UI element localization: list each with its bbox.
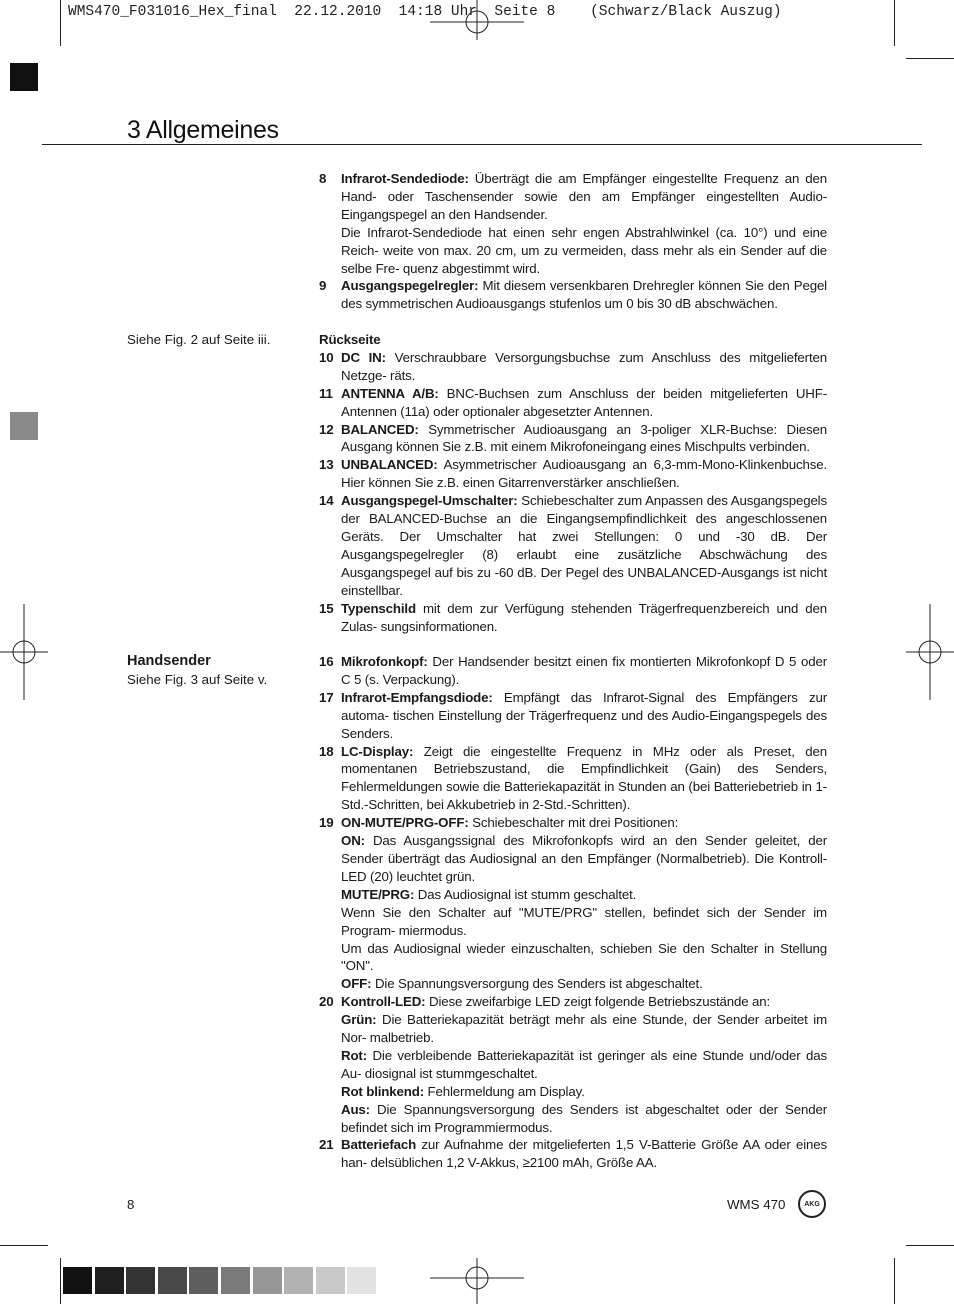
side-heading-handsender: Handsender [127, 653, 211, 669]
sub-text-gruen: Die Batteriekapazität beträgt mehr als eine Stunde, der Sender arbeitet im Nor- malbetrieb. [341, 1012, 827, 1046]
registration-mark-top [430, 0, 526, 40]
registration-mark-left [0, 604, 48, 700]
sub-text-aus: Die Spannungsversorgung des Senders ist abgeschaltet oder der Sender befindet sich im Programmiermodus. [341, 1101, 827, 1135]
list-item [319, 456, 827, 492]
item-text: Schiebeschalter zum Anpassen des Ausgangspegels der BALANCED-Buchse an die Eingangsempfindlichkeit des angeschlossenen Geräts. Der Umschalter hat zwei Stellungen: 0 und -30 dB. Der Ausgangspegelregler (8) erlaubt eine zusätzliche Abschwächung des Ausgangspegel auf bis zu -60 dB. Der Pegel des UNBALANCED-Ausgangs ist nicht einstellbar. [341, 493, 827, 598]
item-number: 20 [319, 994, 334, 1010]
color-swatch [95, 1267, 124, 1294]
item-label: Ausgangspegel-Umschalter: [341, 493, 518, 509]
item-text: Symmetrischer Audioausgang an 3-poliger XLR-Buchse: Diesen Ausgang können Sie z.B. mit einem Mikrofoneingang eines Mischpults verbinden. [341, 421, 827, 455]
color-swatch [189, 1267, 218, 1294]
sub-text-on: Das Ausgangssignal des Mikrofonkopfs wird an den Sender geleitet, der Sender überträgt das Audiosignal an den Empfänger (Normalbetrieb). Die Kontroll-LED (20) leuchtet grün. [341, 833, 827, 884]
sub-label-gruen: Grün: [341, 1012, 377, 1028]
item-text: Empfängt das Infrarot-Signal des Empfängers zur automa- tischen Einstellung der Trägerfrequenz und des Audio-Eingangspegels des Senders. [341, 689, 827, 741]
list-item [319, 814, 827, 993]
sub-text-rot-blinkend: Fehlermeldung am Display. [424, 1083, 585, 1099]
item-label: BALANCED: [341, 421, 419, 437]
color-swatch [126, 1267, 155, 1294]
item-number: 15 [319, 600, 334, 616]
item-text: Schiebeschalter mit drei Positionen: [468, 815, 679, 831]
item-number: 10 [319, 349, 334, 365]
item-text: zur Aufnahme der mitgelieferten 1,5 V-Batterie Größe AA oder eines han- delsüblichen 1,2 V-Akkus, ≥2100 mAh, Größe AA. [341, 1137, 827, 1171]
item-number: 12 [319, 421, 334, 437]
item-label: ANTENNA A/B: [341, 385, 439, 401]
sub-label-rot-blinkend: Rot blinkend: [341, 1083, 424, 1099]
sub-text-mute: Das Audiosignal ist stumm geschaltet. [414, 886, 637, 902]
list-item [319, 743, 827, 815]
item-number: 16 [319, 654, 334, 669]
item-number: 13 [319, 457, 334, 473]
handsender-section [319, 653, 827, 1172]
item-label: Infrarot-Sendediode: [341, 171, 469, 186]
sub-label-rot: Rot: [341, 1047, 367, 1063]
list-item [319, 653, 827, 689]
print-header: WMS470_F031016_Hex_final 22.12.2010 14:18 Uhr Seite 8 (Schwarz/Black Auszug) [68, 4, 782, 20]
item-number: 19 [319, 815, 334, 831]
list-item [319, 492, 827, 599]
list-item [319, 600, 827, 636]
item-label: UNBALANCED: [341, 457, 438, 473]
sub-text-mute-extra1: Wenn Sie den Schalter auf "MUTE/PRG" stellen, befindet sich der Sender im Program- miermodus. [341, 904, 827, 938]
color-swatch [316, 1267, 345, 1294]
color-control-strip [63, 1267, 379, 1294]
sub-label-off: OFF: [341, 976, 372, 992]
sub-text-rot: Die verbleibende Batteriekapazität ist geringer als eine Stunde und/oder das Au- diosignal ist stummgeschaltet. [341, 1047, 827, 1081]
item-label: Ausgangspegelregler: [341, 278, 479, 294]
item-label: Mikrofonkopf: [341, 654, 428, 669]
top-items [319, 170, 827, 313]
title-rule [42, 144, 922, 145]
item-label: ON-MUTE/PRG-OFF: [341, 815, 469, 831]
item-number: 11 [319, 385, 333, 401]
registration-mark-bottom [430, 1258, 526, 1304]
side-note-rueckseite: Siehe Fig. 2 auf Seite iii. [127, 332, 271, 347]
item-text: Mit diesem versenkbaren Drehregler können Sie den Pegel des symmetrischen Audioausgangs stufenlos um 0 bis 30 dB abschwächen. [341, 278, 827, 312]
registration-mark-right [906, 604, 954, 700]
sub-label-mute: MUTE/PRG: [341, 886, 415, 902]
chapter-title: 3 Allgemeines [127, 116, 279, 144]
list-item [319, 170, 827, 277]
list-item [319, 421, 827, 457]
item-extra: Die Infrarot-Sendediode hat einen sehr engen Abstrahlwinkel (ca. 10°) und eine Reich- weite von max. 20 cm, um zu vermeiden, dass mehr als ein Sender auf die selbe Fre- quenz abgestimmt wird. [341, 224, 827, 276]
item-text: Überträgt die am Empfänger eingestellte Frequenz an den Hand- oder Taschensender sowie den am Empfänger eingestellten Audio-Eingangspegel an den Handsender. [341, 171, 827, 222]
chapter-marker-grey [10, 412, 38, 440]
color-swatch [158, 1267, 187, 1294]
item-label: Kontroll-LED: [341, 994, 426, 1010]
list-item [319, 993, 827, 1136]
item-text: BNC-Buchsen zum Anschluss der beiden mitgelieferten UHF-Antennen (11a) oder optionaler abgesetzter Antennen. [341, 385, 827, 419]
item-label: LC-Display: [341, 743, 414, 759]
list-item [319, 689, 827, 743]
list-item [319, 385, 827, 421]
sub-text-off: Die Spannungsversorgung des Senders ist abgeschaltet. [371, 976, 703, 992]
item-number: 9 [319, 278, 327, 294]
item-text: mit dem zur Verfügung stehenden Trägerfrequenzbereich und den Zulas- sungsinformationen. [341, 600, 827, 634]
color-swatch [221, 1267, 250, 1294]
item-text: Verschraubbare Versorgungsbuchse zum Anschluss des mitgelieferten Netzge- räts. [341, 349, 827, 383]
side-note-handsender: Siehe Fig. 3 auf Seite v. [127, 672, 268, 687]
sub-label-on: ON: [341, 833, 365, 849]
sub-label-aus: Aus: [341, 1101, 370, 1117]
chapter-marker-dark [10, 63, 38, 91]
color-swatch [347, 1267, 376, 1294]
item-number: 8 [319, 171, 327, 186]
item-label: DC IN: [341, 349, 386, 365]
list-item [319, 277, 827, 313]
item-label: Typenschild [341, 600, 416, 616]
item-number: 18 [319, 743, 334, 759]
akg-logo-icon [798, 1190, 826, 1218]
section-heading-rueckseite: Rückseite [319, 332, 381, 347]
item-text: Asymmetrischer Audioausgang an 6,3-mm-Mono-Klinkenbuchse. Hier können Sie z.B. einen Gitarrenverstärker anschließen. [341, 457, 827, 491]
item-label: Batteriefach [341, 1137, 417, 1153]
rueckseite-section [319, 331, 827, 635]
item-text: Zeigt die eingestellte Frequenz in MHz oder als Preset, den momentanen Betriebszustand, die Empfindlichkeit (Gain) des Senders, Fehlermeldungen sowie die Batteriekapazität in Stunden an (bei Batteriebetrieb in 1-Std.-Schritten, bei Akkubetrieb in 2-Std.-Schritten). [341, 743, 827, 813]
list-item [319, 1136, 827, 1172]
list-item [319, 349, 827, 385]
item-number: 17 [319, 689, 334, 705]
color-swatch [284, 1267, 313, 1294]
color-swatch [63, 1267, 92, 1294]
item-number: 21 [319, 1137, 334, 1153]
item-label: Infrarot-Empfangsdiode: [341, 689, 493, 705]
color-swatch [253, 1267, 282, 1294]
sub-text-mute-extra2: Um das Audiosignal wieder einzuschalten, schieben Sie den Schalter in Stellung "ON". [341, 940, 827, 974]
page-number: 8 [127, 1197, 135, 1212]
item-number: 14 [319, 493, 334, 509]
logo-text: AKG [804, 1200, 820, 1208]
item-text: Diese zweifarbige LED zeigt folgende Betriebszustände an: [425, 994, 771, 1010]
item-text: Der Handsender besitzt einen fix montierten Mikrofonkopf D 5 oder C 5 (s. Verpackung). [341, 654, 827, 687]
footer-model: WMS 470 [727, 1197, 786, 1212]
